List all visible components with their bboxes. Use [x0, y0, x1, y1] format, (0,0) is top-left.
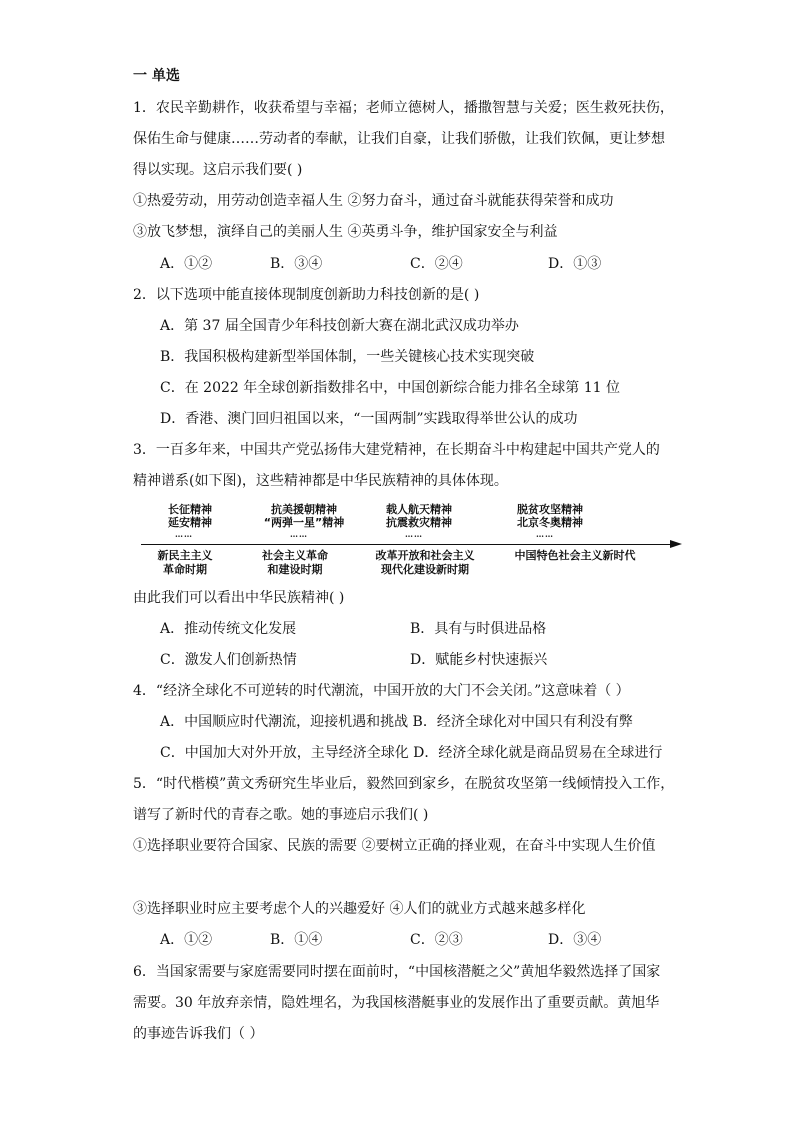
- q4-options-line-2[interactable]: C．中国加大对外开放，主导经济全球化 D．经济全球化就是商品贸易在全球进行: [160, 745, 663, 761]
- q3-stem-line-1: 3．一百多年来，中国共产党弘扬伟大建党精神，在长期奋斗中构建起中国共产党人的: [133, 442, 660, 458]
- q1-option-a[interactable]: A．①②: [160, 256, 213, 272]
- q5-statement-line-1: ①选择职业要符合国家、民族的需要 ②要树立正确的择业观，在奋斗中实现人生价值: [133, 838, 656, 854]
- q1-stem-line-1: 1．农民辛勤耕作，收获希望与幸福；老师立德树人，播撒智慧与关爱；医生救死扶伤，: [133, 100, 674, 116]
- q1-option-d[interactable]: D．①③: [548, 256, 602, 272]
- q3-question: 由此我们可以看出中华民族精神( ): [133, 590, 345, 606]
- timeline-ellipsis: ……: [536, 529, 554, 539]
- q3-option-c[interactable]: C．激发人们创新热情: [160, 652, 297, 668]
- q2-option-b[interactable]: B．我国积极构建新型举国体制，一些关键核心技术实现突破: [160, 349, 535, 365]
- q2-option-a[interactable]: A．第 37 届全国青少年科技创新大赛在湖北武汉成功举办: [160, 318, 519, 334]
- spirit-label: 脱贫攻坚精神: [517, 503, 583, 516]
- timeline-ellipsis: ……: [175, 529, 193, 539]
- spirit-label: 载人航天精神: [386, 503, 452, 516]
- spirit-label: “两弹一星”精神: [263, 516, 345, 529]
- q1-stem-line-3: 得以实现。这启示我们要( ): [133, 162, 303, 178]
- q5-statement-line-2: ③选择职业时应主要考虑个人的兴趣爱好 ④人们的就业方式越来越多样化: [133, 901, 586, 917]
- spirit-label: 抗美援朝精神: [271, 503, 337, 516]
- era-label: 革命时期: [163, 563, 207, 576]
- era-label: 新民主主义: [157, 549, 213, 562]
- spirit-label: 长征精神: [168, 503, 212, 516]
- q5-option-a[interactable]: A．①②: [160, 932, 213, 948]
- q6-stem-line-2: 需要。30 年放弃亲情，隐姓埋名，为我国核潜艇事业的发展作出了重要贡献。黄旭华: [133, 995, 660, 1011]
- timeline-arrow-icon: [670, 540, 682, 548]
- timeline-axis: [141, 544, 671, 545]
- q5-stem-line-2: 谱写了新时代的青春之歌。她的事迹启示我们( ): [133, 807, 429, 823]
- era-label: 现代化建设新时期: [381, 563, 469, 576]
- q5-stem-line-1: 5．“时代楷模”黄文秀研究生毕业后，毅然回到家乡，在脱贫攻坚第一线倾情投入工作，: [133, 776, 675, 792]
- q1-stem-line-2: 保佑生命与健康……劳动者的奉献，让我们自豪，让我们骄傲，让我们钦佩，更让梦想: [133, 131, 665, 147]
- q5-option-b[interactable]: B．①④: [270, 932, 323, 948]
- spirit-label: 延安精神: [168, 516, 212, 529]
- q2-stem: 2．以下选项中能直接体现制度创新助力科技创新的是( ): [133, 287, 480, 303]
- q5-option-d[interactable]: D．③④: [548, 932, 602, 948]
- q6-stem-line-3: 的事迹告诉我们（ ）: [133, 1026, 264, 1042]
- q1-statement-line-1: ①热爱劳动，用劳动创造幸福人生 ②努力奋斗，通过奋斗就能获得荣誉和成功: [133, 193, 614, 209]
- q5-option-c[interactable]: C．②③: [410, 932, 463, 948]
- era-label: 中国特色社会主义新时代: [514, 549, 636, 562]
- q2-option-c[interactable]: C．在 2022 年全球创新指数排名中，中国创新综合能力排名全球第 11 位: [160, 380, 620, 396]
- section-title: 一 单选: [133, 68, 180, 84]
- era-label: 社会主义革命: [262, 549, 328, 562]
- q6-stem-line-1: 6．当国家需要与家庭需要同时摆在面前时，“中国核潜艇之父”黄旭华毅然选择了国家: [133, 964, 661, 980]
- q3-stem-line-2: 精神谱系(如下图)，这些精神都是中华民族精神的具体体现。: [133, 473, 508, 489]
- q3-option-d[interactable]: D．赋能乡村快速振兴: [410, 652, 548, 668]
- q4-options-line-1[interactable]: A．中国顺应时代潮流，迎接机遇和挑战 B．经济全球化对中国只有利没有弊: [160, 714, 633, 730]
- timeline-ellipsis: ……: [290, 529, 308, 539]
- era-label: 改革开放和社会主义: [375, 549, 475, 562]
- era-label: 和建设时期: [267, 563, 323, 576]
- q1-option-c[interactable]: C．②④: [410, 256, 463, 272]
- spirit-label: 抗震救灾精神: [386, 516, 452, 529]
- spirit-label: 北京冬奥精神: [517, 516, 583, 529]
- q2-option-d[interactable]: D．香港、澳门回归祖国以来，“一国两制”实践取得举世公认的成功: [160, 411, 578, 427]
- q4-stem: 4．“经济全球化不可逆转的时代潮流，中国开放的大门不会关闭。”这意味着（ ）: [133, 683, 630, 699]
- q3-option-a[interactable]: A．推动传统文化发展: [160, 621, 297, 637]
- q1-option-b[interactable]: B．③④: [270, 256, 323, 272]
- q1-statement-line-2: ③放飞梦想，演绎自己的美丽人生 ④英勇斗争，维护国家安全与利益: [133, 224, 558, 240]
- q3-option-b[interactable]: B．具有与时俱进品格: [410, 621, 547, 637]
- timeline-ellipsis: ……: [405, 529, 423, 539]
